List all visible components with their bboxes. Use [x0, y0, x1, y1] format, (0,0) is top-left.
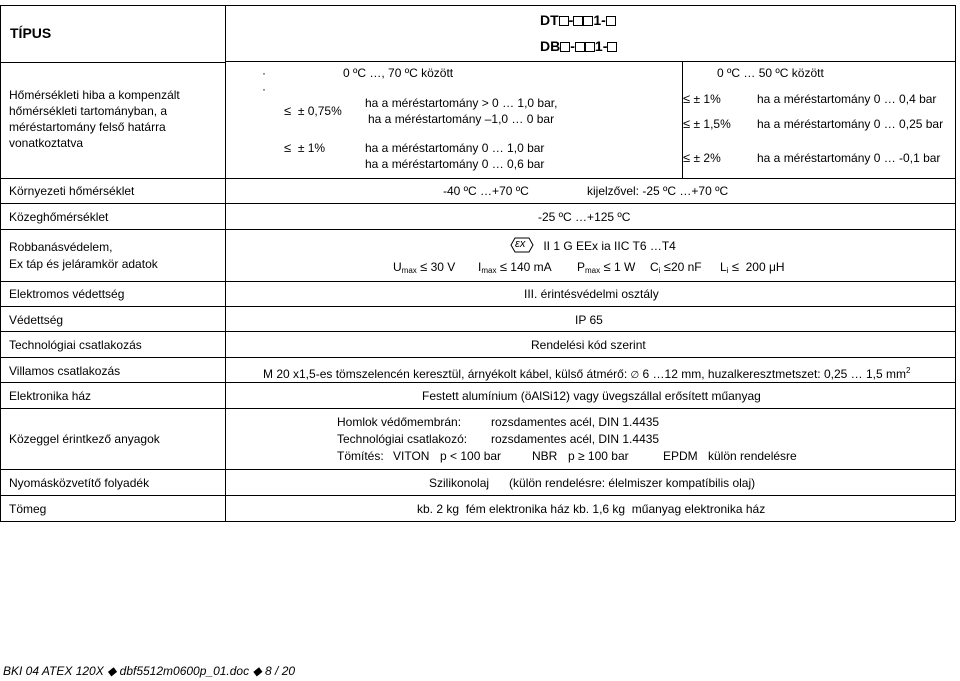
- type-prefix: DT: [540, 12, 559, 28]
- temp-error-label-1: Hőmérsékleti hiba a kompenzált: [9, 88, 180, 102]
- rule-housing: [0, 408, 955, 409]
- ambient-value-display: kijelzővel: -25 ºC …+70 ºC: [587, 184, 729, 198]
- seal-nbr-range: p ≥ 100 bar: [568, 449, 629, 463]
- ex-label-2: Ex táp és jeláramkör adatok: [9, 257, 158, 271]
- diamond-icon: ◆: [252, 664, 262, 678]
- col1-row2-line2: ha a méréstartomány 0 … 0,6 bar: [365, 157, 545, 171]
- medium-temp-label: Közeghőmérséklet: [9, 210, 109, 224]
- seal-viton-range: p < 100 bar: [440, 449, 502, 463]
- type-code-dt: DT - 1-: [540, 13, 616, 27]
- el-protection-value: III. érintésvédelmi osztály: [524, 287, 659, 301]
- ex-code: II 1 G EEx ia IIC T6 …T4: [543, 239, 676, 253]
- col2-row1-value: ≤ ± 1%: [683, 91, 721, 106]
- el-conn-label: Villamos csatlakozás: [9, 364, 121, 378]
- placeholder-box-icon: [560, 42, 570, 52]
- placeholder-box-icon: [606, 16, 616, 26]
- less-equal-icon: ≤: [284, 140, 292, 155]
- placeholder-box-icon: [585, 42, 595, 52]
- seal-nbr: NBR: [532, 449, 558, 463]
- ex-param-ci: Ci ≤20 nF: [650, 259, 702, 275]
- header-rule: [225, 61, 955, 62]
- el-conn-value: M 20 x1,5-es tömszelencén keresztül, árnyékolt kábel, külső átmérő: ∅ 6 …12 mm, huzalkeresztmetszet: 0,25 … 1,5 $mm^2$: [263, 366, 911, 381]
- diameter-icon: ∅: [630, 370, 640, 381]
- ex-param-pmax: Pmax ≤ 1 W: [577, 259, 636, 275]
- col2-header: 0 ºC … 50 ºC között: [717, 66, 824, 80]
- rule-temp-error: [0, 178, 955, 179]
- col1-row1-line2: ha a méréstartomány –1,0 … 0 bar: [368, 112, 555, 126]
- rule-medium: [0, 229, 955, 230]
- fill-fluid-value: Szilikonolaj (külön rendelésre: élelmiszer kompatíbilis olaj): [429, 476, 756, 490]
- wetted-row-1-value: rozsdamentes acél, DIN 1.4435: [491, 415, 660, 429]
- rule-ambient: [0, 203, 955, 204]
- placeholder-box-icon: [573, 16, 583, 26]
- footer-file: dbf5512m0600p_01.doc: [119, 664, 250, 678]
- footer-doc: BKI 04 ATEX 120X: [3, 664, 104, 678]
- seal-epdm: EPDM: [663, 449, 698, 463]
- ex-marking: [510, 237, 676, 253]
- ambient-value: -40 ºC …+70 ºC: [443, 184, 529, 198]
- wetted-row-2-value: rozsdamentes acél, DIN 1.4435: [491, 432, 660, 446]
- rule-after-header: [0, 62, 225, 63]
- less-equal-icon: ≤: [683, 91, 691, 106]
- bullet-dot: ·: [262, 66, 266, 80]
- rule-wetted: [0, 469, 955, 470]
- rule-fluid: [0, 495, 955, 496]
- col1-row1-line1: ha a méréstartomány > 0 … 1,0 bar,: [365, 96, 558, 110]
- ambient-label: Környezeti hőmérséklet: [9, 184, 135, 198]
- label-column-border: [225, 5, 226, 521]
- fill-fluid-label: Nyomásközvetítő folyadék: [9, 476, 150, 490]
- placeholder-box-icon: [607, 42, 617, 52]
- col2-row1-text: ha a méréstartomány 0 … 0,4 bar: [757, 92, 937, 106]
- wetted-row-2-key: Technológiai csatlakozó:: [337, 432, 468, 446]
- diamond-icon: ◆: [107, 664, 117, 678]
- wetted-label: Közeggel érintkező anyagok: [9, 432, 160, 446]
- housing-value: Festett alumínium (öAlSi12) vagy üvegszállal erősített műanyag: [422, 389, 761, 403]
- medium-temp-value: -25 ºC …+125 ºC: [538, 210, 631, 224]
- protection-value: IP 65: [575, 313, 603, 327]
- protection-label: Védettség: [9, 313, 64, 327]
- type-code-db: DB - 1-: [540, 39, 617, 53]
- housing-label: Elektronika ház: [9, 389, 92, 403]
- bullet-dot: ·: [262, 82, 266, 96]
- seal-epdm-range: külön rendelésre: [708, 449, 797, 463]
- temp-error-label-4: vonatkoztatva: [9, 136, 84, 150]
- weight-value: kb. 2 kg fém elektronika ház kb. 1,6 kg műanyag elektronika ház: [417, 502, 766, 516]
- temp-error-label-3: méréstartomány felső határra: [9, 120, 166, 134]
- right-border: [955, 5, 956, 521]
- type-label: TÍPUS: [10, 25, 52, 41]
- col2-row3-value: ≤ ± 2%: [683, 150, 721, 165]
- footer: [3, 664, 295, 678]
- col1-header: 0 ºC …, 70 ºC között: [343, 66, 454, 80]
- ex-param-imax: Imax ≤ 140 mA: [478, 259, 552, 275]
- less-equal-icon: ≤: [683, 150, 691, 165]
- seal-viton: VITON: [393, 449, 430, 463]
- col1-row2-line1: ha a méréstartomány 0 … 1,0 bar: [365, 141, 545, 155]
- col2-row2-value: ≤ ± 1,5%: [683, 116, 731, 131]
- left-border: [0, 5, 1, 521]
- ex-hexagon-icon: εx: [510, 237, 534, 253]
- placeholder-box-icon: [559, 16, 569, 26]
- rule-ex: [0, 281, 955, 282]
- ex-param-li: Li ≤ 200 μH: [720, 259, 785, 275]
- el-protection-label: Elektromos védettség: [9, 287, 125, 301]
- rule-proc: [0, 357, 955, 358]
- footer-page: 8 / 20: [265, 664, 296, 678]
- rule-weight: [0, 521, 955, 522]
- wetted-row-1-key: Homlok védőmembrán:: [337, 415, 462, 429]
- ex-label-1: Robbanásvédelem,: [9, 240, 113, 254]
- process-conn-label: Technológiai csatlakozás: [9, 338, 142, 352]
- less-equal-icon: ≤: [284, 103, 292, 118]
- seal-label: Tömítés:: [337, 449, 384, 463]
- weight-label: Tömeg: [9, 502, 47, 516]
- rule-prot: [0, 331, 955, 332]
- col2-row2-text: ha a méréstartomány 0 … 0,25 bar: [757, 117, 944, 131]
- top-border: [0, 5, 955, 6]
- placeholder-box-icon: [583, 16, 593, 26]
- col1-row2-value: ≤ ± 1%: [284, 140, 326, 155]
- type-prefix: DB: [540, 38, 561, 54]
- placeholder-box-icon: [575, 42, 585, 52]
- process-conn-value: Rendelési kód szerint: [531, 338, 646, 352]
- rule-el-prot: [0, 306, 955, 307]
- ex-param-umax: Umax ≤ 30 V: [393, 259, 456, 275]
- temp-error-label-2: hőmérsékleti tartományban, a: [9, 104, 168, 118]
- less-equal-icon: ≤: [683, 116, 691, 131]
- col2-row3-text: ha a méréstartomány 0 … -0,1 bar: [757, 151, 941, 165]
- col1-row1-value: ≤ ± 0,75%: [284, 103, 342, 118]
